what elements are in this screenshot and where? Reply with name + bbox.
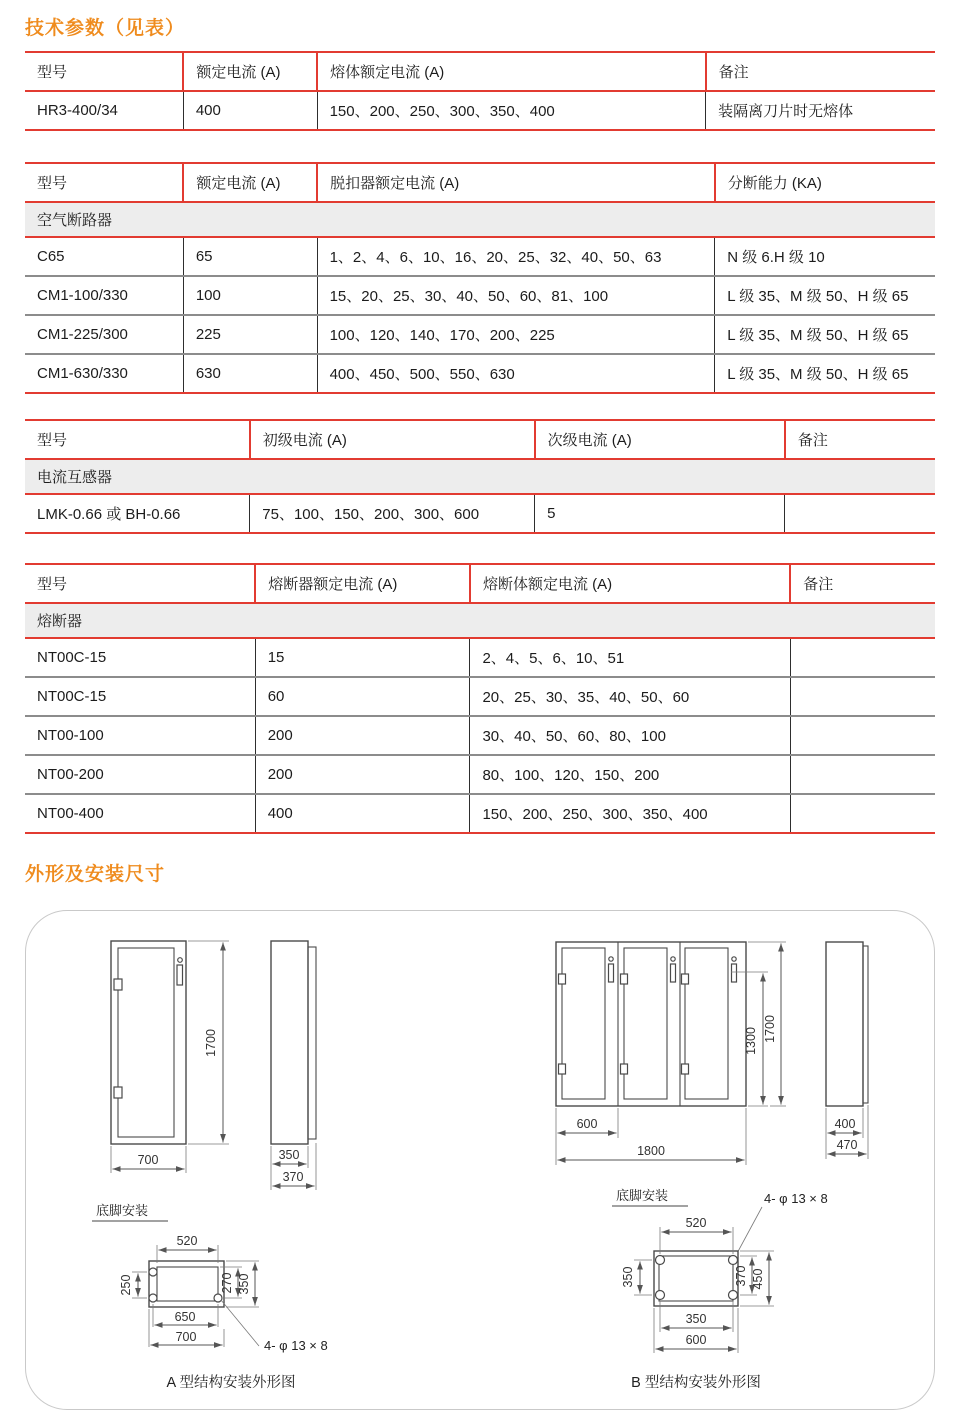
dim-a-width — [111, 1146, 186, 1173]
handle-icon — [671, 964, 676, 982]
mounting-hole-icon — [729, 1291, 738, 1300]
hinge-icon — [114, 1087, 122, 1098]
lock-icon — [671, 957, 675, 961]
column-header: 备注 — [785, 420, 935, 459]
hinge-icon — [114, 979, 122, 990]
table-cell: LMK-0.66 或 BH-0.66 — [37, 506, 181, 523]
cabinet-a-front-view — [111, 941, 186, 1144]
table-cell — [790, 794, 935, 833]
dim-label: 450 — [751, 1268, 765, 1290]
column-header: 脱扣器额定电流 (A) — [317, 163, 715, 202]
table-cell: 75、100、150、200、300、600 — [250, 494, 535, 533]
hinge-icon — [559, 1064, 566, 1074]
table-cell: 1、2、4、6、10、16、20、25、32、40、50、63 — [317, 237, 715, 276]
hole-callout: 4- φ 13 × 8 — [264, 1338, 328, 1353]
table-cell: 2、4、5、6、10、51 — [470, 638, 790, 677]
handle-icon — [609, 964, 614, 982]
table-cell — [790, 677, 935, 716]
lock-icon — [609, 957, 613, 961]
column-header: 额定电流 (A) — [183, 52, 317, 91]
dimensions-title: 外形及安装尺寸 — [25, 864, 166, 885]
table-row — [25, 755, 935, 794]
mounting-hole-icon — [656, 1256, 665, 1265]
mounting-hole-icon — [656, 1291, 665, 1300]
table-cell: 65 — [183, 237, 317, 276]
column-header: 型号 — [25, 420, 250, 459]
dim-label: 600 — [576, 1117, 598, 1131]
column-header: 型号 — [25, 52, 183, 91]
column-header: 熔断器额定电流 (A) — [255, 564, 470, 603]
drawing-a-caption: A 型结构安装外形图 — [166, 1375, 296, 1391]
hinge-icon — [682, 974, 689, 984]
table-cell: 60 — [255, 677, 470, 716]
dim-label: 370 — [734, 1265, 748, 1287]
dim-label: 520 — [176, 1234, 198, 1248]
mounting-hole-icon — [214, 1294, 222, 1302]
section-band-row — [25, 603, 935, 638]
mounting-hole-icon — [149, 1268, 157, 1276]
dim-label: 370 — [282, 1170, 304, 1184]
table-cell: 630 — [183, 354, 317, 393]
hinge-icon — [682, 1064, 689, 1074]
header-row — [25, 564, 935, 603]
dim-a-height — [188, 941, 229, 1144]
spec-table-transformers — [25, 419, 935, 534]
dim-label: 350 — [621, 1266, 635, 1288]
drawing-a — [26, 919, 478, 1404]
dim-label: 350 — [278, 1148, 300, 1162]
cabinet-b-side-view — [826, 942, 868, 1106]
table-row — [25, 315, 935, 354]
handle-icon — [177, 965, 183, 985]
table-cell — [790, 755, 935, 794]
dim-label: 700 — [137, 1153, 159, 1167]
header-row — [25, 52, 935, 91]
dim-label: 350 — [237, 1273, 251, 1295]
section-band-row — [25, 202, 935, 237]
foot-mount-label: 底脚安装 — [96, 1203, 149, 1218]
table-cell: 20、25、30、35、40、50、60 — [470, 677, 790, 716]
spec-table-breakers — [25, 162, 935, 394]
column-header: 额定电流 (A) — [183, 163, 317, 202]
table-cell: 5 — [535, 494, 785, 533]
table-row — [25, 276, 935, 315]
table-cell: 200 — [255, 716, 470, 755]
dim-b-height — [748, 942, 786, 1106]
page-title: 技术参数（见表） — [25, 18, 186, 39]
foot-mount-a — [92, 1203, 328, 1353]
table-cell — [790, 638, 935, 677]
table-cell: 100 — [183, 276, 317, 315]
table-cell: NT00-400 — [25, 794, 255, 833]
table-row — [25, 91, 935, 130]
hinge-icon — [621, 1064, 628, 1074]
drawings-panel — [25, 910, 935, 1410]
dim-label: 1700 — [763, 1015, 777, 1043]
table-cell: NT00C-15 — [37, 649, 107, 666]
dim-label: 650 — [174, 1310, 196, 1324]
hinge-icon — [621, 974, 628, 984]
column-header: 次级电流 (A) — [535, 420, 785, 459]
dim-label: 1300 — [744, 1027, 758, 1055]
dim-label: 1700 — [204, 1029, 218, 1057]
dim-b-depth — [826, 1105, 868, 1159]
column-header: 分断能力 (KA) — [715, 163, 935, 202]
table-cell: 150、200、250、300、350、400 — [317, 91, 706, 130]
table-cell: 15 — [255, 638, 470, 677]
dim-label: 470 — [836, 1138, 858, 1152]
table-row — [25, 237, 935, 276]
dim-a-depth — [271, 1143, 316, 1190]
spec-table-fuses — [25, 563, 935, 834]
cabinet-b-front-view — [556, 942, 746, 1106]
table-row — [25, 638, 935, 677]
foot-mount-b — [612, 1188, 828, 1353]
table-cell: 100、120、140、170、200、225 — [317, 315, 715, 354]
dim-label: 1800 — [637, 1144, 665, 1158]
table-cell: 400、450、500、550、630 — [317, 354, 715, 393]
column-header: 型号 — [25, 163, 183, 202]
table-cell: L 级 35、M 级 50、H 级 65 — [715, 315, 935, 354]
hinge-icon — [559, 974, 566, 984]
mounting-hole-icon — [149, 1294, 157, 1302]
drawing-b-caption: B 型结构安装外形图 — [631, 1375, 761, 1391]
table-cell: CM1-100/330 — [25, 276, 183, 315]
mounting-hole-icon — [729, 1256, 738, 1265]
dim-label: 700 — [175, 1330, 197, 1344]
section-band: 熔断器 — [25, 603, 935, 638]
table-cell: 150、200、250、300、350、400 — [470, 794, 790, 833]
cabinet-a-side-view — [271, 941, 316, 1144]
dim-label: 250 — [119, 1274, 133, 1296]
table-cell: C65 — [37, 248, 65, 265]
table-cell: L 级 35、M 级 50、H 级 65 — [715, 354, 935, 393]
table-cell: 15、20、25、30、40、50、60、81、100 — [317, 276, 715, 315]
header-row — [25, 420, 935, 459]
table-cell: 80、100、120、150、200 — [470, 755, 790, 794]
table-cell: N 级 6.H 级 10 — [715, 237, 935, 276]
dim-label: 350 — [685, 1312, 707, 1326]
table-cell: 225 — [183, 315, 317, 354]
foot-mount-label: 底脚安装 — [616, 1188, 669, 1203]
table-row — [25, 494, 935, 533]
table-cell — [785, 494, 935, 533]
table-cell: L 级 35、M 级 50、H 级 65 — [715, 276, 935, 315]
section-band: 电流互感器 — [25, 459, 935, 494]
column-header: 备注 — [790, 564, 935, 603]
table-cell: NT00C-15 — [25, 677, 255, 716]
dim-label: 520 — [685, 1216, 707, 1230]
column-header: 备注 — [706, 52, 935, 91]
table-cell: 200 — [255, 755, 470, 794]
drawing-b — [481, 919, 933, 1404]
spec-table-hr3 — [25, 51, 935, 131]
table-cell: 30、40、50、60、80、100 — [470, 716, 790, 755]
dim-b-widths — [556, 1108, 746, 1165]
column-header: 初级电流 (A) — [250, 420, 535, 459]
table-cell: NT00-200 — [25, 755, 255, 794]
column-header: 型号 — [25, 564, 255, 603]
header-row — [25, 163, 935, 202]
lock-icon — [732, 957, 736, 961]
dim-label: 400 — [834, 1117, 856, 1131]
table-cell: CM1-630/330 — [25, 354, 183, 393]
column-header: 熔断体额定电流 (A) — [470, 564, 790, 603]
hole-callout: 4- φ 13 × 8 — [764, 1191, 828, 1206]
table-row — [25, 677, 935, 716]
table-cell: 400 — [183, 91, 317, 130]
lock-icon — [178, 958, 183, 963]
handle-icon — [732, 964, 737, 982]
table-cell: NT00-100 — [25, 716, 255, 755]
column-header: 熔体额定电流 (A) — [317, 52, 706, 91]
section-band-row — [25, 459, 935, 494]
dim-label: 600 — [685, 1333, 707, 1347]
table-cell: CM1-225/300 — [25, 315, 183, 354]
table-cell: 400 — [255, 794, 470, 833]
table-cell — [790, 716, 935, 755]
table-cell: HR3-400/34 — [37, 102, 118, 119]
table-row — [25, 794, 935, 833]
table-cell: 装隔离刀片时无熔体 — [706, 91, 935, 130]
table-row — [25, 354, 935, 393]
table-row — [25, 716, 935, 755]
dim-label: 270 — [220, 1272, 234, 1294]
section-band: 空气断路器 — [25, 202, 935, 237]
